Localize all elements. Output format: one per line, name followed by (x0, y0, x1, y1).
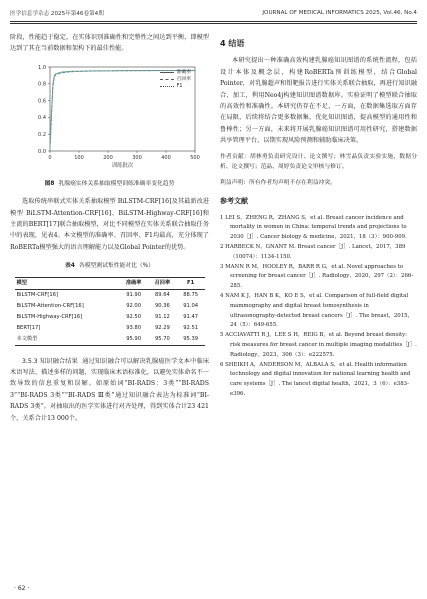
references-heading: 参考文献 (220, 197, 248, 206)
table-cell: 95.70 (154, 335, 170, 342)
y-tick-label: 0.0 (38, 148, 46, 155)
table-cell: 91.90 (126, 291, 142, 298)
y-tick-label: 0.4 (38, 115, 46, 122)
y-tick-label: 0.6 (38, 98, 46, 105)
figure-caption-text: 乳腺癌实体关系抽取模型训练准确率变化趋势 (58, 180, 175, 187)
x-tick-label: 200 (103, 154, 113, 161)
header-rule-thin (10, 23, 417, 24)
table-cell: BERT[17] (16, 324, 41, 331)
table-caption (10, 261, 209, 272)
y-tick-label: 1.0 (38, 64, 46, 71)
reference-item: 2 HARBECK N，GNANT M. Breast cancer［J］. Lancet，2017，389（10074）：1134-1150. (220, 243, 406, 260)
performance-table (15, 277, 205, 346)
table-header-cell: 准确率 (125, 279, 142, 286)
header-right: JOURNAL OF MEDICAL INFORMATICS 2025, Vol.46, No.4 (262, 10, 417, 16)
table-cell: 90.36 (154, 302, 170, 309)
table-header-cell: 召回率 (154, 279, 171, 286)
table-row (15, 312, 205, 323)
reference-item: 5 ACCIAVATTI R J，LEE S H，REIG B，et al. Beyond breast density: risk measures for breast cancer in multiple imaging modalities［J］. Radiology，2023，306（3）：e222575. (220, 332, 417, 358)
table-cell: 92.50 (126, 313, 142, 320)
chart-legend (160, 69, 191, 90)
author-contributions: 作者贡献：胡林勇负责研究设计、论文撰写；林雪晶负责实验实施、数据分析、论文撰写；范晶、周婷负责论文审核与修订。 (220, 153, 417, 171)
y-tick-label: 0.2 (38, 131, 46, 138)
accuracy-trend-chart (10, 59, 209, 177)
x-tick-label: 500 (190, 154, 200, 161)
knowledge-fusion-paragraph (10, 356, 209, 424)
running-header (10, 6, 417, 20)
knowledge-fusion-text: 通过知识融合可以解决乳腺癌医学文本中临床术语写法、描述多样的问题，实现临床术语标准化，以避免实体命名不一致导致的信息重复和误解。如原始词“BI-RADS：3类”“BI-RADS 3”“BI-RADS 3类”“BI-RADS Ⅲ类”通过知识融合表达为标准词“BI-RADS 3类”。对抽取出的医学实体进行对齐处理，得到实体合计23 421个，关系合计13 000个。 (10, 357, 209, 422)
reference-item: 6 SHEIKH A，ANDERSON M，ALBALA S，et al. Health information technology and digital innovation for national learning health and care systems［J］. The lancet digital health，2021，3（6）：e383-e396. (220, 361, 411, 397)
table-cell: BiLSTM-CRF[16] (16, 291, 59, 298)
figure-caption (10, 179, 209, 190)
page-number: · 62 · (14, 585, 30, 592)
paragraph-continued: 阶段，性能趋于稳定，在实体识别准确性和完整性之间达到平衡，即模型达到了其在当前数据和架构下的最佳性能。 (10, 34, 209, 53)
legend-swatch-dotted (160, 86, 174, 87)
comparison-paragraph: 选取传统串联式实体关系抽取模型 BiLSTM-CRF[16]及其最新改进模型 BiLSTM-Attention-CRF[16]、BiLSTM-Highway-CRF[16]和主流的BERT[17]联合抽取模型，对比不同模型在实体关系联合抽取任务中的表现，见表4。本文模型的准确率、召回率、F1均最高，充分体现了RoBERTa模型强大的语言理解能力以及Global Pointer的优势。 (10, 198, 209, 251)
y-tick-label: 0.8 (38, 81, 46, 88)
x-tick-label: 400 (161, 154, 171, 161)
legend-item-f1 (160, 83, 191, 90)
table-cell: 91.12 (154, 313, 170, 320)
table-cell: 92.29 (154, 324, 170, 331)
conclusion-paragraph: 本研究提出一种准确高效构建乳腺癌知识图谱的系统性流程，包括设计本体及概念层，构建RoBERTa预训练模型，结合Global Pointer，对乳腺超声和钼靶报告进行实体关系联合抽取，再进行知识融合、加工，利用Neo4j构建知识图谱数据库。实验证明了模型联合抽取的高效性和准确性。本研究仍存在不足，一方面，在数据集选取方面存在局限，后续将结合更多数据集，优化知识图谱，提高模型的通用性和鲁棒性；另一方面，未来将开展乳腺癌知识图谱可用性研究，搭建数据共享管理平台，以期实现风险预测和辅助临床决策。 (220, 57, 417, 145)
legend-item-recall (160, 76, 191, 83)
table-row (15, 334, 205, 346)
table-header-cell: F1 (187, 279, 195, 286)
table-cell: 95.39 (183, 335, 199, 342)
legend-label-f1: F1 (176, 83, 183, 89)
reference-item: 1 LEI S，ZHENG R，ZHANG S，et al. Breast cancer incidence and mortality in women in China: temporal trends and projections to 2030［J］. Cancer biology & medicine，2021，18（3）：900-909. (220, 214, 407, 241)
figure-label: 图8 (44, 180, 55, 187)
table-header-row (15, 277, 205, 289)
table-row (15, 301, 205, 312)
table-caption-text: 各模型测试集性能对比（%） (78, 263, 154, 270)
reference-item: 3 MANN R M，HOOLEY R，BARR R G，et al. Novel approaches to screening for breast cancer［J］. Radiology，2020，297（2）：266-285. (220, 263, 414, 290)
x-tick-label: 300 (132, 154, 142, 161)
section-heading: 4 结语 (220, 39, 245, 48)
left-column (10, 32, 209, 424)
table-cell: 89.64 (154, 291, 170, 298)
reference-list (220, 214, 417, 400)
table-header-cell: 模型 (16, 279, 27, 286)
table-cell: 95.90 (126, 335, 142, 342)
subsection-heading: 3.5.3 知识融合结果 (22, 357, 78, 365)
header-rule (10, 21, 417, 22)
legend-label-accuracy: 准确率 (176, 69, 191, 75)
table-cell: 91.04 (183, 302, 199, 309)
table-cell: 91.47 (183, 313, 199, 320)
header-left: 医学信息学杂志 2025年第46卷第4期 (10, 11, 104, 17)
x-axis-label: 训练批次 (111, 162, 134, 169)
table-cell: 本文模型 (16, 335, 38, 342)
legend-swatch-dashed (160, 79, 174, 80)
table-row (15, 289, 205, 301)
x-tick-label: 100 (74, 154, 84, 161)
table-cell: 92.00 (126, 302, 142, 309)
conflict-statement: 利益声明：所有作者均声明不存在利益冲突。 (220, 179, 336, 186)
legend-swatch-solid (160, 72, 174, 73)
table-cell: BiLSTM-Attention-CRF[16] (16, 302, 84, 309)
reference-item: 4 NAM K J，HAN B K，KO E S，et al. Comparison of full-field digital mammography and digital breast tomosynthesis in ultrasonography-detected breast cancers［J］. The breast，2015，24（5）：649-655. (220, 292, 413, 329)
table-label: 表4 (65, 263, 75, 270)
table-cell: 93.80 (126, 324, 142, 331)
right-column (220, 32, 417, 400)
legend-item-accuracy (160, 69, 191, 76)
x-tick-label: 0 (48, 154, 52, 161)
table-cell: BiLSTM-Highway-CRF[16] (16, 313, 83, 320)
table-cell: 92.51 (183, 324, 199, 331)
legend-label-recall: 召回率 (176, 76, 191, 82)
table-cell: 88.75 (183, 291, 199, 298)
table-row (15, 323, 205, 334)
